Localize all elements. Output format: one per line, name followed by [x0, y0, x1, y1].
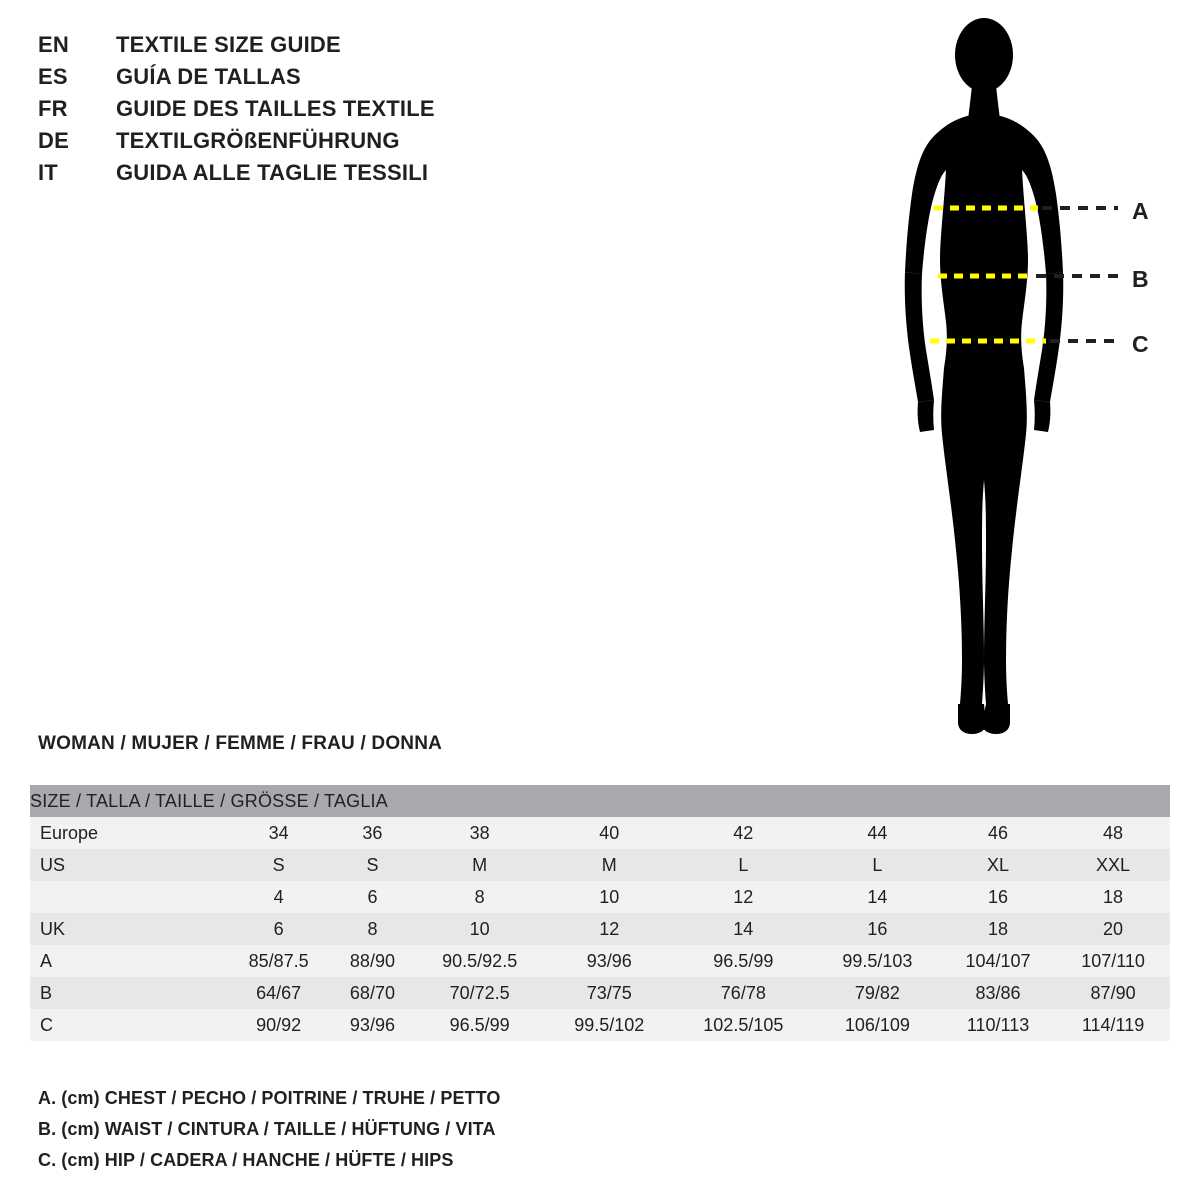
- table-row: [30, 913, 1170, 945]
- cell-a-7: 107/110: [1081, 950, 1145, 971]
- footnote-chest: A. (cm) CHEST / PECHO / POITRINE / TRUHE / PETTO: [38, 1088, 501, 1108]
- title-row-fr: [38, 96, 558, 128]
- table-header-row: [30, 785, 1170, 817]
- cell-c-5: 106/109: [844, 1014, 910, 1035]
- cell-usnum-4: 12: [733, 886, 754, 907]
- cell-c-3: 99.5/102: [574, 1014, 645, 1035]
- title-row-es: [38, 64, 558, 96]
- cell-b-0: 64/67: [256, 982, 302, 1003]
- table-row: [30, 849, 1170, 881]
- title-lang-it: IT: [38, 160, 58, 185]
- row-label-a: A: [40, 950, 53, 971]
- row-label-uk: UK: [40, 918, 66, 939]
- title-text-es: GUÍA DE TALLAS: [116, 64, 301, 89]
- table-row: [30, 817, 1170, 849]
- cell-usnum-0: 4: [273, 886, 284, 907]
- size-table: [30, 785, 1170, 1041]
- title-text-de: TEXTILGRÖßENFÜHRUNG: [116, 128, 400, 153]
- cell-usnum-2: 8: [474, 886, 485, 907]
- cell-c-7: 114/119: [1081, 1014, 1145, 1035]
- cell-a-6: 104/107: [965, 950, 1031, 971]
- cell-us-7: XXL: [1096, 854, 1131, 875]
- cell-usnum-3: 10: [599, 886, 620, 907]
- cell-europe-4: 42: [733, 822, 754, 843]
- title-row-it: [38, 160, 558, 192]
- cell-us-1: S: [366, 854, 379, 875]
- cell-us-2: M: [472, 854, 488, 875]
- table-header-label: SIZE / TALLA / TAILLE / GRÖSSE / TAGLIA: [30, 790, 388, 811]
- cell-uk-3: 12: [599, 918, 620, 939]
- cell-a-1: 88/90: [349, 950, 395, 971]
- title-row-en: [38, 32, 558, 64]
- row-label-us: US: [40, 854, 66, 875]
- cell-uk-5: 16: [867, 918, 888, 939]
- cell-b-4: 76/78: [720, 982, 766, 1003]
- cell-europe-3: 40: [599, 822, 620, 843]
- row-label-b: B: [40, 982, 53, 1003]
- cell-uk-0: 6: [273, 918, 284, 939]
- cell-europe-0: 34: [268, 822, 289, 843]
- measure-label-c: C: [1132, 331, 1149, 357]
- female-silhouette-icon: [860, 10, 1190, 750]
- cell-uk-1: 8: [367, 918, 378, 939]
- title-text-fr: GUIDE DES TAILLES TEXTILE: [116, 96, 435, 121]
- footnote-waist: B. (cm) WAIST / CINTURA / TAILLE / HÜFTUNG / VITA: [38, 1119, 496, 1139]
- gender-heading: WOMAN / MUJER / FEMME / FRAU / DONNA: [38, 733, 443, 754]
- cell-usnum-6: 16: [988, 886, 1009, 907]
- table-row: [30, 945, 1170, 977]
- cell-c-6: 110/113: [966, 1014, 1030, 1035]
- table-row: [30, 881, 1170, 913]
- row-label-c: C: [40, 1014, 53, 1035]
- cell-a-3: 93/96: [586, 950, 632, 971]
- cell-c-4: 102.5/105: [703, 1014, 784, 1035]
- cell-europe-6: 46: [988, 822, 1009, 843]
- title-text-en: TEXTILE SIZE GUIDE: [116, 32, 341, 57]
- cell-us-0: S: [272, 854, 285, 875]
- footnote-hip: C. (cm) HIP / CADERA / HANCHE / HÜFTE / HIPS: [38, 1150, 454, 1170]
- cell-c-2: 96.5/99: [449, 1014, 510, 1035]
- cell-a-5: 99.5/103: [842, 950, 913, 971]
- table-row: [30, 977, 1170, 1009]
- cell-uk-7: 20: [1103, 918, 1124, 939]
- cell-a-0: 85/87.5: [248, 950, 309, 971]
- cell-usnum-5: 14: [867, 886, 888, 907]
- cell-us-5: L: [872, 854, 883, 875]
- cell-europe-1: 36: [362, 822, 383, 843]
- cell-b-6: 83/86: [975, 982, 1021, 1003]
- cell-uk-4: 14: [733, 918, 754, 939]
- cell-europe-2: 38: [469, 822, 490, 843]
- title-lang-de: DE: [38, 128, 69, 153]
- cell-b-3: 73/75: [586, 982, 632, 1003]
- cell-b-7: 87/90: [1090, 982, 1136, 1003]
- row-label-us-numeric: [30, 881, 225, 913]
- cell-c-0: 90/92: [256, 1014, 302, 1035]
- cell-a-4: 96.5/99: [713, 950, 774, 971]
- cell-uk-2: 10: [469, 918, 490, 939]
- cell-us-4: L: [738, 854, 749, 875]
- title-block: [38, 32, 558, 192]
- title-text-it: GUIDA ALLE TAGLIE TESSILI: [116, 160, 429, 185]
- table-row: [30, 1009, 1170, 1041]
- measure-label-a: A: [1132, 198, 1149, 224]
- cell-us-6: XL: [987, 854, 1010, 875]
- cell-b-1: 68/70: [349, 982, 395, 1003]
- cell-b-2: 70/72.5: [449, 982, 510, 1003]
- title-lang-en: EN: [38, 32, 69, 57]
- cell-europe-5: 44: [867, 822, 888, 843]
- title-lang-fr: FR: [38, 96, 68, 121]
- cell-c-1: 93/96: [349, 1014, 395, 1035]
- cell-europe-7: 48: [1103, 822, 1124, 843]
- measure-label-b: B: [1132, 266, 1149, 292]
- row-label-europe: Europe: [40, 822, 99, 843]
- cell-uk-6: 18: [988, 918, 1009, 939]
- footnotes: [38, 1088, 838, 1181]
- measurement-figure: [860, 10, 1190, 750]
- cell-usnum-1: 6: [367, 886, 378, 907]
- cell-us-3: M: [601, 854, 617, 875]
- cell-a-2: 90.5/92.5: [442, 950, 518, 971]
- cell-b-5: 79/82: [854, 982, 900, 1003]
- title-lang-es: ES: [38, 64, 68, 89]
- cell-usnum-7: 18: [1103, 886, 1124, 907]
- title-row-de: [38, 128, 558, 160]
